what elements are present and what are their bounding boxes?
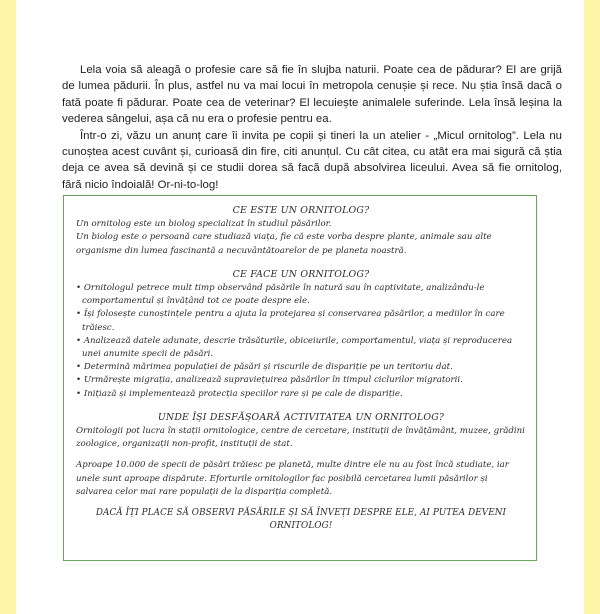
list-item: • Își folosește cunoștințele pentru a ajuta la protejarea și conservarea păsărilor, a mediilor în care trăiesc. bbox=[76, 308, 526, 334]
section-title-where-works: UNDE ÎȘI DESFĂȘOARĂ ACTIVITATEA UN ORNITOLOG? bbox=[157, 411, 445, 423]
workplaces-paragraph: Ornitologii pot lucra în stații ornitologice, centre de cercetare, instituții de învățământ, muzee, grădini zoologice, organizații non-profit, instituții de stat. bbox=[76, 426, 525, 450]
definition-biologist: Un biolog este o persoană care studiază viața, fie că este vorba despre plante, animale sau alte organisme din lumea fascinantă a necuvântătoarelor de pe planeta noastră. bbox=[76, 232, 492, 256]
duties-list bbox=[76, 282, 526, 401]
list-item: • Inițiază și implementează protecția speciilor rare și pe cale de dispariție. bbox=[76, 388, 526, 401]
list-item: • Ornitologul petrece mult timp observând păsările în natură sau în captivitate, analizându-le comportamentul și învățând tot ce poate despre ele. bbox=[76, 282, 526, 308]
list-item: • Urmărește migrația, analizează supraviețuirea păsărilor în timpul ciclurilor migratorii. bbox=[76, 374, 526, 387]
ornithologist-info-box bbox=[63, 195, 537, 561]
section-title-what-is: CE ESTE UN ORNITOLOG? bbox=[232, 205, 370, 216]
section-title-what-does: CE FACE UN ORNITOLOG? bbox=[232, 268, 370, 280]
intro-paragraph-2: Într-o zi, văzu un anunț care îi invita pe copii și tineri la un atelier - „Micul ornitolog”. Lela nu cunoștea acest cuvânt și, curioasă din fire, citi anunțul. Cu cât citea, cu atât era mai sigură că știa deja ce avea să devină și ce studii dorea să facă după absolvirea liceului. Avea să fie ornitolog, fără nicio îndoială! Or-ni-to-log! bbox=[62, 129, 562, 191]
list-item: • Determină mărimea populației de păsări și riscurile de dispariție pe un teritoriu dat. bbox=[76, 361, 526, 374]
list-item: • Analizează datele adunate, descrie trăsăturile, obiceiurile, comportamentul, viața și reproducerea unei anumite specii de păsări. bbox=[76, 335, 526, 361]
page-sheet bbox=[16, 0, 584, 614]
intro-paragraph-1: Lela voia să aleagă o profesie care să fie în slujba naturii. Poate cea de pădurar? El are grijă de lumea pădurii. În plus, astfel nu va mai locui în metropola cenușie și rece. Nu știa însă dacă o fată poate fi pădurar. Poate cea de veterinar? El lecuiește animalele suferinde. Lela însă leșina la vederea sângelui, așa că nu era o profesie pentru ea. bbox=[62, 64, 562, 126]
species-paragraph: Aproape 10.000 de specii de păsări trăiesc pe planetă, multe dintre ele nu au fost încă studiate, iar unele sunt aproape dispărute. Eforturile ornitologilor fac posibilă cercetarea lumii păsărilor și salvarea celor mai rare populații de la dispariția completă. bbox=[76, 460, 509, 497]
definition-ornithologist: Un ornitolog este un biolog specializat în studiul păsărilor. bbox=[76, 219, 332, 230]
intro-text bbox=[62, 62, 562, 193]
closing-statement: DACĂ ÎȚI PLACE SĂ OBSERVI PĂSĂRILE ȘI SĂ ÎNVEȚI DESPRE ELE, AI PUTEA DEVENI ORNITOLOG! bbox=[95, 508, 507, 532]
